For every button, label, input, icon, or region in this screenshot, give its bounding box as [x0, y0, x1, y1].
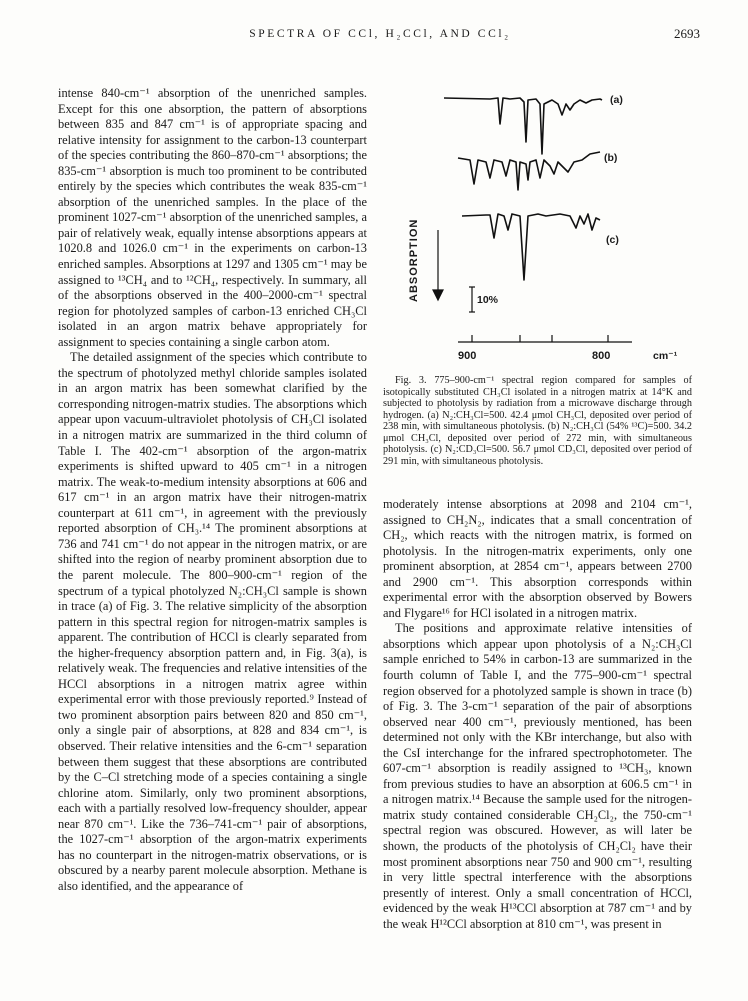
- page-number: 2693: [674, 26, 700, 41]
- figure-3: [410, 80, 710, 370]
- running-title: SPECTRA OF CCl, H₂CCl, AND CCl₂: [249, 28, 511, 40]
- trace-b: [458, 152, 600, 190]
- trace-label-a: (a): [610, 94, 623, 106]
- figure-caption: [383, 375, 692, 467]
- x-unit-label: cm⁻¹: [653, 350, 678, 362]
- left-paragraph-1: intense 840-cm⁻¹ absorption of the unenriched samples. Except for this one absorption, the pattern of absorptions between 835 and 847 cm⁻¹ is of appropriate spacing and relative intensity for assignment to the carbon-13 counterpart of the species contributing the 860–870-cm⁻¹ absorptions; the 835-cm⁻¹ absorption is much too prominent to be contributed entirely by the species which contributes the weak 835-cm⁻¹ absorption of the unenriched samples. In the place of the prominent 1027-cm⁻¹ absorption of the unenriched samples, a pair of relatively weak, equally intense absorptions appears at 1020.8 and 1026.0 cm⁻¹ in the experiments on carbon-13 enriched samples. Absorptions at 1297 and 1305 cm⁻¹ may be assigned to ¹³CH₄ and to ¹²CH₄, respectively. In summary, all of the absorptions observed in the 400–2000-cm⁻¹ spectral region for photolyzed samples of carbon-13 enriched CH₃Cl isolated in an argon matrix behave appropriately for assignment to species containing a single carbon atom.: [58, 86, 367, 349]
- left-column: [58, 86, 367, 894]
- absorption-arrowhead: [433, 290, 443, 300]
- scale-bar-label: 10%: [477, 294, 499, 306]
- x-tick-label-800: 800: [592, 350, 611, 362]
- right-paragraph-2: The positions and approximate relative intensities of absorptions which appear upon photolysis of a N₂:CH₃Cl sample enriched to 54% in carbon-13 are summarized in the fourth column of Table I, and the 775–900-cm⁻¹ spectral region observed for a photolyzed sample is shown in trace (b) of Fig. 3. The 3-cm⁻¹ separation of the pair of absorptions observed near 400 cm⁻¹, previously mentioned, has been determined not only with the KBr interchange, but also with the CsI interchange for the infrared spectrophotometer. The 607-cm⁻¹ absorption is readily assigned to ¹³CH₃, known from previous studies to have an absorption at 606.5 cm⁻¹ in a nitrogen matrix.¹⁴ Because the sample used for the nitrogen-matrix study contained considerable CH₂Cl₂, the 750-cm⁻¹ spectral region was obscured. However, as will later be shown, the products of the photolysis of CH₂Cl₂ have their most prominent absorptions near 750 and 900 cm⁻¹, resulting in very little spectral interference with the absorptions presently of interest. Only a small concentration of HCCl, evidenced by the weak H¹³CCl absorption at 787 cm⁻¹ and by the weak H¹²CCl absorption at 810 cm⁻¹, was present in: [383, 621, 692, 931]
- left-paragraph-2: The detailed assignment of the species which contribute to the spectrum of photolyzed methyl chloride samples isolated in an argon matrix has been somewhat clarified by the corresponding nitrogen-matrix studies. The absorptions which appear upon vacuum-ultraviolet photolysis of CH₃Cl isolated in a nitrogen matrix are summarized in the third column of Table I. The 402-cm⁻¹ absorption of the argon-matrix experiments is shifted upward to 405 cm⁻¹ in a nitrogen matrix. The weak-to-medium intensity absorptions at 606 and 617 cm⁻¹ in an argon matrix have their nitrogen-matrix counterpart at 611 cm⁻¹, in agreement with the previously reported absorption of CH₃.¹⁴ The prominent absorptions at 736 and 741 cm⁻¹ do not appear in the nitrogen matrix, or are shifted into the region of nearby prominent absorption due to the parent molecule. The 800–900-cm⁻¹ region of the spectrum of a typical photolyzed N₂:CH₃Cl sample is shown in trace (a) of Fig. 3. The relative simplicity of the absorption pattern in this spectral region for nitrogen-matrix samples is apparent. The contribution of HCCl is clearly separated from the higher-frequency absorption pattern and, in Fig. 3(a), is relatively weak. The frequencies and relative intensities of the HCCl absorptions in a nitrogen matrix agree within experimental error with those previously reported.⁹ Instead of two prominent absorption pairs between 820 and 850 cm⁻¹, only a single pair of absorptions, at 828 and 834 cm⁻¹, is observed. Their relative intensities and the 6-cm⁻¹ separation between them suggest that these absorptions are contributed by the C–Cl stretching mode of a species containing a single chlorine atom. Similarly, only two prominent absorptions, each with a partially resolved low-frequency shoulder, appear near 870 cm⁻¹. Like the 736–741-cm⁻¹ pair of absorptions, the 1027-cm⁻¹ absorption of the argon-matrix experiments has no counterpart in the nitrogen-matrix observations, or is obscured by a nearby parent molecule absorption. Methane is also identified, and the appearance of: [58, 350, 367, 893]
- spectra-plot: [410, 80, 710, 370]
- caption-text: Fig. 3. 775–900-cm⁻¹ spectral region compared for samples of isotopically substituted CH₃Cl isolated in a nitrogen matrix at 14°K and subjected to photolysis by radiation from a microwave discharge through hydrogen. (a) N₂:CH₃Cl=500. 42.4 μmol CH₃Cl, deposited over period of 238 min, with simultaneous photolysis. (b) N₂:CH₃Cl (54% ¹³C)=500. 34.2 μmol CH₃Cl, deposited over period of 272 min, with simultaneous photolysis. (c) N₂:CD₃Cl=500. 56.7 μmol CD₃Cl, deposited over period of 291 min, with simultaneous photolysis.: [383, 375, 692, 467]
- right-paragraph-1: moderately intense absorptions at 2098 and 2104 cm⁻¹, assigned to CH₂N₂, indicates that a small concentration of CH₂, which reacts with the nitrogen matrix, is formed on photolysis. In the nitrogen-matrix experiments, only one prominent absorption, at 2854 cm⁻¹, appears between 2700 and 2900 cm⁻¹. This absorption corresponds within experimental error with the absorption observed by Bowers and Flygare¹⁶ for HCl isolated in a nitrogen matrix.: [383, 497, 692, 620]
- trace-a: [444, 98, 602, 154]
- x-tick-label-900: 900: [458, 350, 477, 362]
- trace-c: [462, 214, 600, 280]
- right-column: [383, 497, 692, 932]
- trace-label-c: (c): [606, 234, 619, 246]
- trace-label-b: (b): [604, 152, 618, 164]
- y-axis-label: ABSORPTION: [408, 218, 420, 302]
